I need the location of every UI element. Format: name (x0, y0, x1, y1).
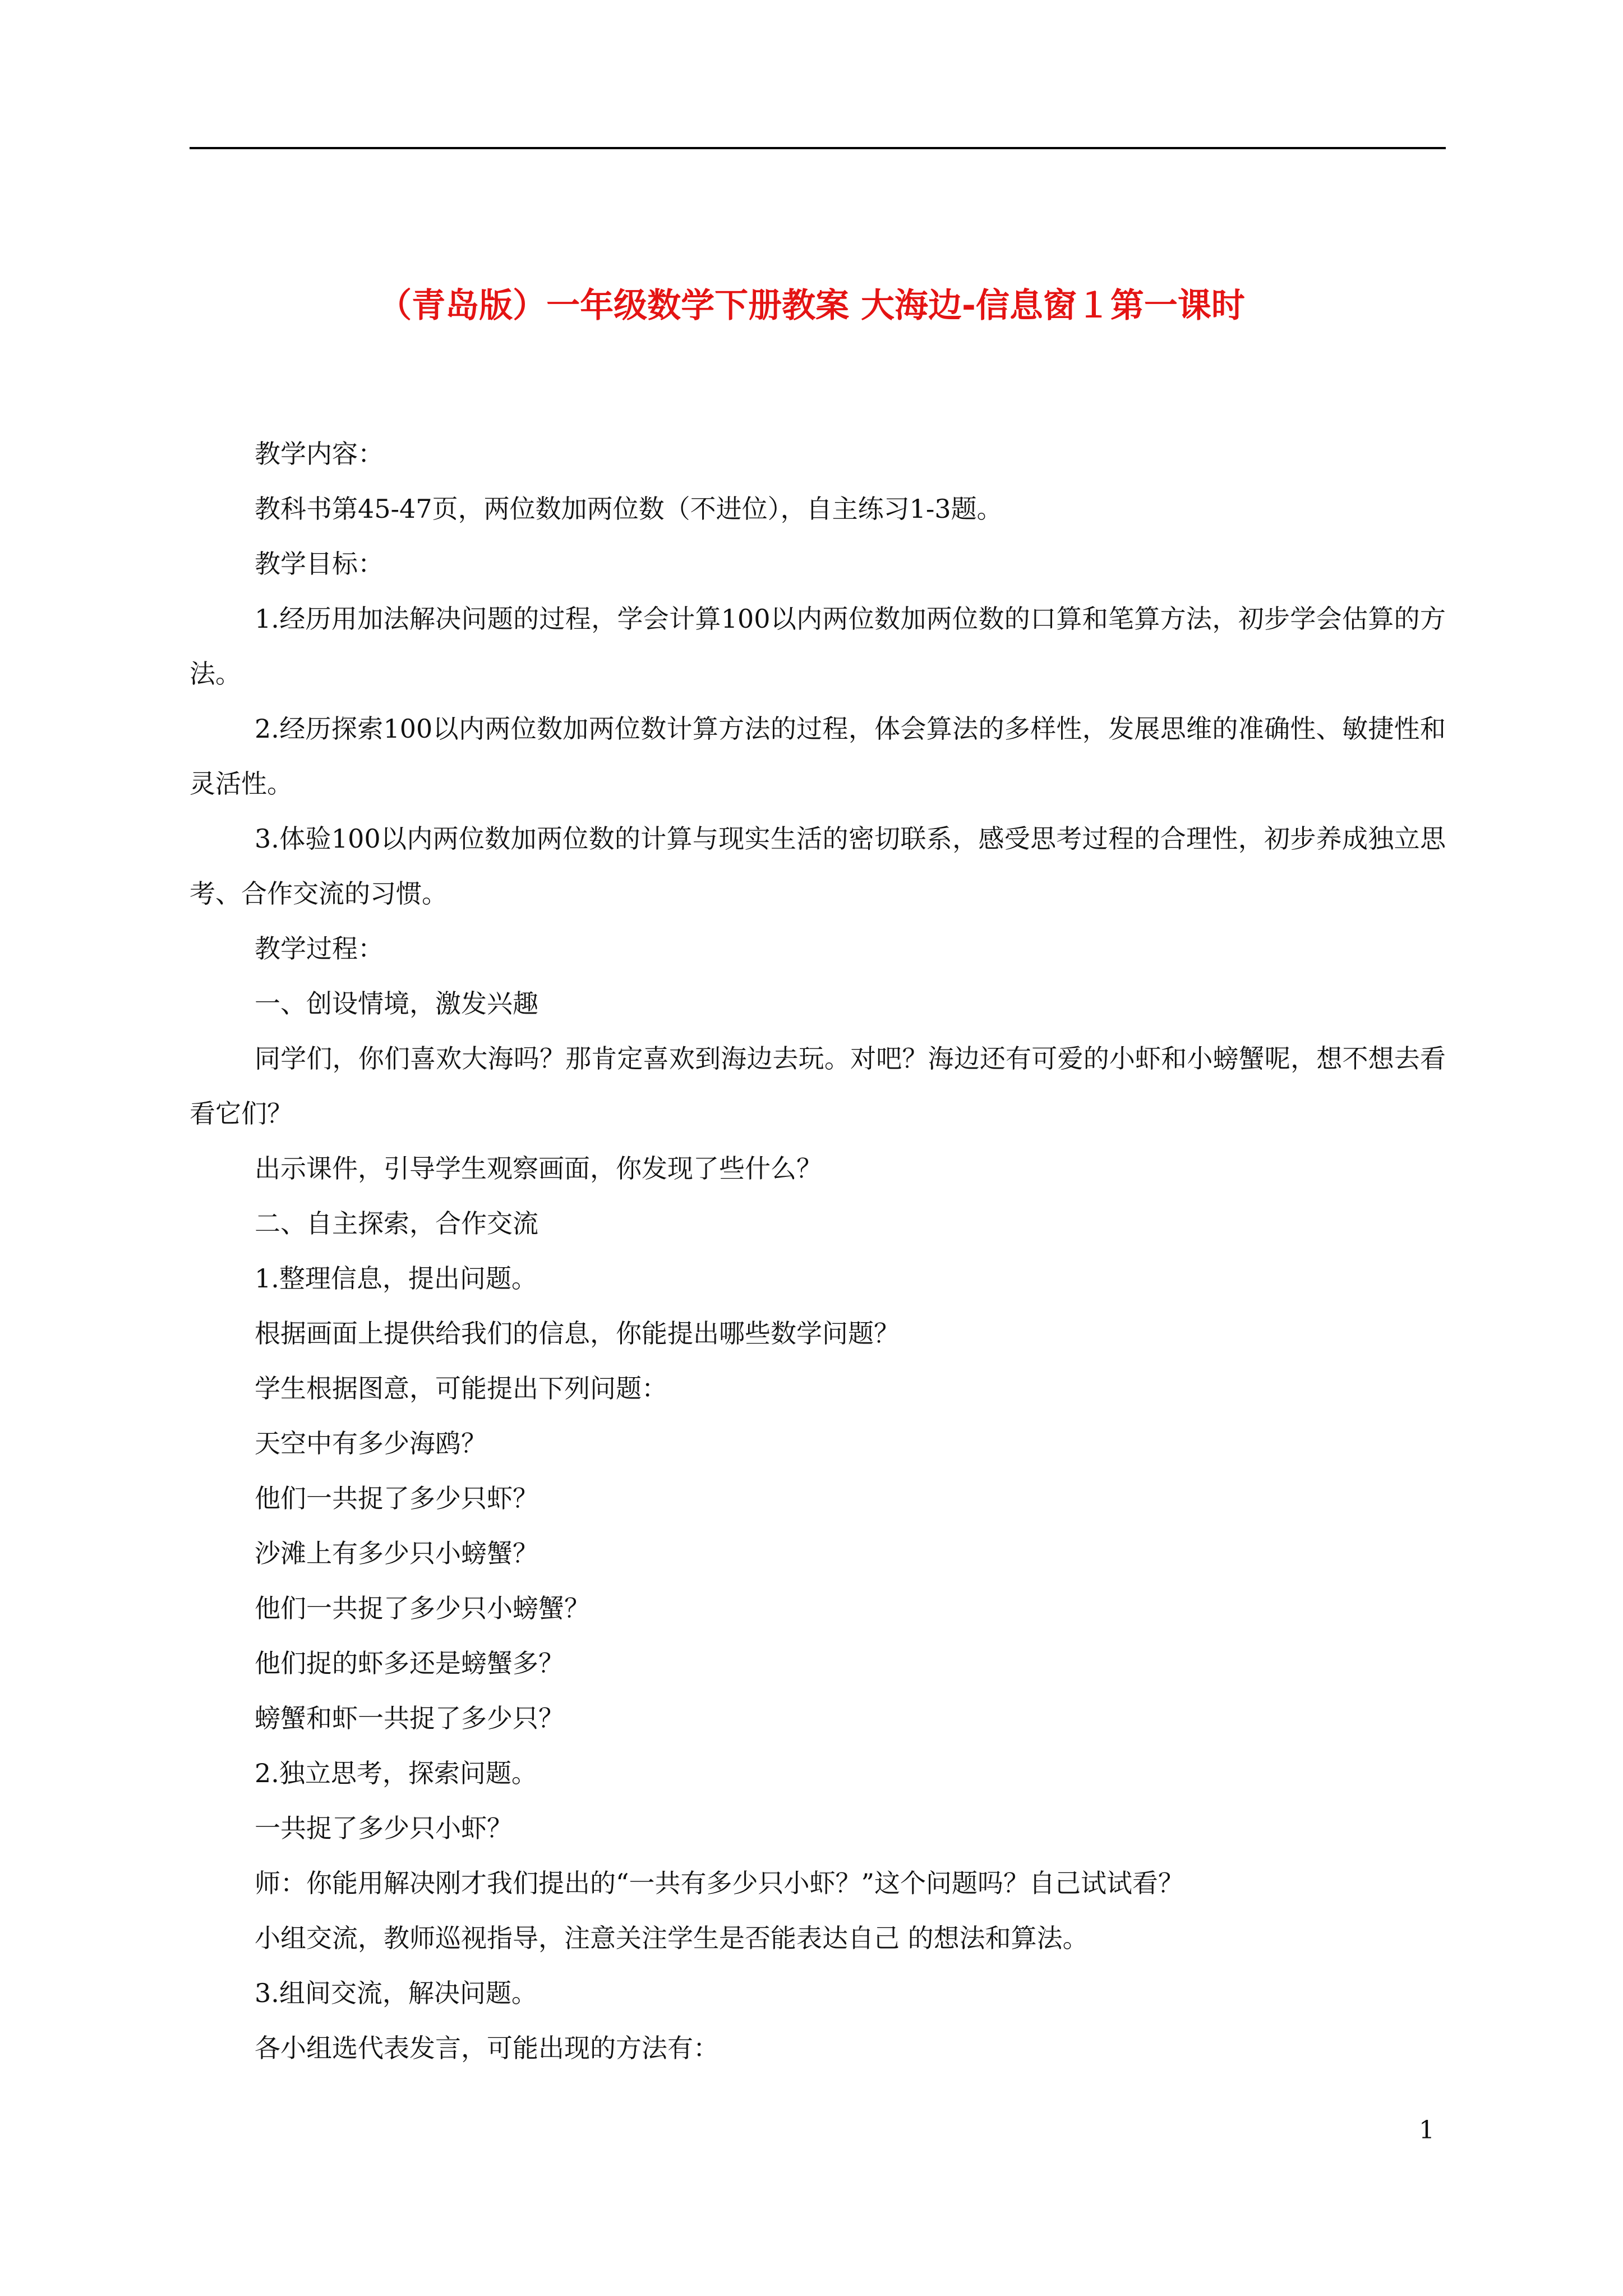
paragraph: 他们捉的虾多还是螃蟹多？ (255, 1648, 564, 1678)
paragraph: 一共捉了多少只小虾？ (255, 1813, 513, 1843)
paragraph: 他们一共捉了多少只小螃蟹？ (255, 1593, 590, 1623)
paragraph: 沙滩上有多少只小螃蟹？ (255, 1538, 538, 1568)
paragraph: 教科书第45-47页，两位数加两位数（不进位），自主练习1-3题。 (255, 494, 1003, 524)
header-rule (190, 147, 1446, 149)
paragraph: 各小组选代表发言，可能出现的方法有： (255, 2033, 719, 2063)
paragraph: 1.经历用加法解决问题的过程，学会计算100以内两位数加两位数的口算和笔算方法，初步学会估算的方法。 (190, 604, 1446, 689)
paragraph: 学生根据图意，可能提出下列问题： (255, 1373, 667, 1404)
paragraph: 教学过程： (255, 933, 384, 964)
document-title: （青岛版）一年级数学下册教案 大海边-信息窗１第一课时 (378, 286, 1245, 325)
paragraph: 3.组间交流，解决问题。 (255, 1978, 537, 2008)
paragraph: 3.体验100以内两位数加两位数的计算与现实生活的密切联系，感受思考过程的合理性，初步养成独立思考、合作交流的习惯。 (190, 823, 1446, 909)
paragraph: 出示课件，引导学生观察画面，你发现了些什么？ (255, 1153, 822, 1184)
page-number: 1 (1419, 2116, 1435, 2145)
paragraph: 2.经历探索100以内两位数加两位数计算方法的过程，体会算法的多样性，发展思维的准确性、敏捷性和灵活性。 (190, 714, 1446, 799)
paragraph: 教学目标： (255, 549, 384, 579)
paragraph: 教学内容： (255, 439, 384, 469)
paragraph: 师：你能用解决刚才我们提出的“一共有多少只小虾？”这个问题吗？自己试试看？ (255, 1868, 1184, 1898)
paragraph: 根据画面上提供给我们的信息，你能提出哪些数学问题？ (255, 1318, 900, 1349)
paragraph: 他们一共捉了多少只虾？ (255, 1483, 538, 1513)
document-body (190, 426, 1446, 2076)
paragraph: 同学们，你们喜欢大海吗？那肯定喜欢到海边去玩。对吧？海边还有可爱的小虾和小螃蟹呢，想不想去看看它们？ (190, 1043, 1446, 1129)
paragraph: 一、创设情境，激发兴趣 (255, 988, 538, 1019)
paragraph: 2.独立思考，探索问题。 (255, 1758, 537, 1788)
paragraph: 螃蟹和虾一共捉了多少只？ (255, 1703, 564, 1733)
paragraph: 1.整理信息，提出问题。 (255, 1263, 537, 1294)
paragraph: 二、自主探索，合作交流 (255, 1208, 538, 1239)
paragraph: 天空中有多少海鸥？ (255, 1428, 487, 1458)
paragraph: 小组交流，教师巡视指导，注意关注学生是否能表达自己 的想法和算法。 (255, 1923, 1089, 1953)
